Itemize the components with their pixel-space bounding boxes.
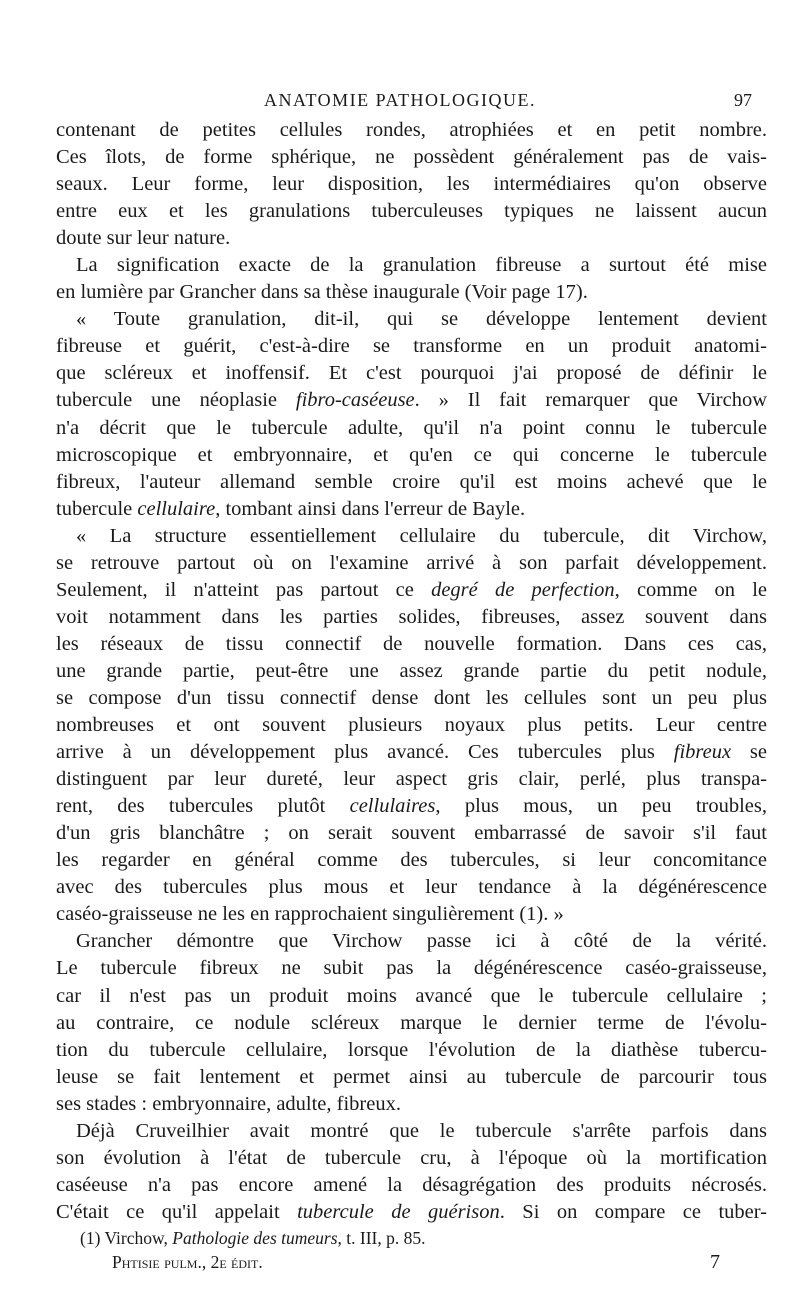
- italic-phrase: cellulaire: [137, 497, 216, 520]
- text-line: se retrouve partout où on l'examine arrivé à son parfait développement.: [56, 551, 767, 574]
- italic-phrase: degré de perfection: [431, 578, 615, 601]
- text-segment: arrive à un développement plus avancé. Ces tubercules plus: [56, 741, 674, 764]
- text-line: fibreux, l'auteur allemand semble croire qu'il est moins achevé que le: [56, 470, 767, 493]
- text-line: contenant de petites cellules rondes, atrophiées et en petit nombre.: [56, 119, 767, 141]
- text-line: [56, 1199, 767, 1226]
- text-segment: Seulement, il n'atteint pas partout ce: [56, 578, 432, 601]
- footnote-author: Virchow,: [104, 1228, 168, 1248]
- footnotes: [80, 1226, 720, 1274]
- footnote-marker: (1): [80, 1228, 101, 1248]
- text-segment: . Si on compare ce tuber-: [499, 1200, 767, 1223]
- signature-line: [80, 1250, 720, 1274]
- text-line: tion du tubercule cellulaire, lorsque l'évolution de la diathèse tubercu-: [56, 1038, 767, 1061]
- footnote-title: Pathologie des tumeurs: [172, 1228, 338, 1248]
- text-segment: rent, des tubercules plutôt: [56, 795, 350, 818]
- text-line: nombreuses et ont souvent plusieurs noyaux plus petits. Leur centre: [56, 714, 767, 737]
- text-segment: se: [731, 741, 768, 764]
- text-line: en lumière par Grancher dans sa thèse inaugurale (Voir page 17).: [56, 281, 588, 304]
- text-line: que scléreux et inoffensif. Et c'est pourquoi j'ai proposé de définir le: [56, 362, 767, 385]
- italic-phrase: fibreux: [673, 741, 732, 764]
- text-line: Ces îlots, de forme sphérique, ne possèdent généralement pas de vais-: [56, 146, 767, 169]
- text-line: leuse se fait lentement et permet ainsi au tubercule de parcourir tous: [56, 1065, 767, 1088]
- signature-number: 7: [710, 1251, 720, 1273]
- text-line: microscopique et embryonnaire, et qu'en ce qui concerne le tubercule: [56, 443, 767, 466]
- text-line: Déjà Cruveilhier avait montré que le tubercule s'arrête parfois dans: [76, 1119, 767, 1142]
- body-text: [56, 117, 767, 1226]
- text-line: [56, 387, 767, 414]
- text-line: n'a décrit que le tubercule adulte, qu'il n'a point connu le tubercule: [56, 416, 767, 439]
- footnote: [80, 1226, 720, 1250]
- text-line: d'un gris blanchâtre ; on serait souvent embarrassé de savoir s'il faut: [56, 822, 767, 845]
- text-line: Le tubercule fibreux ne subit pas la dégénérescence caséo-graisseuse,: [56, 957, 767, 980]
- text-line: caséo-graisseuse ne les en rapprochaient singulièrement (1). »: [56, 903, 564, 926]
- text-line: La signification exacte de la granulation fibreuse a surtout été mise: [76, 254, 767, 277]
- text-line: Grancher démontre que Virchow passe ici à côté de la vérité.: [76, 930, 767, 953]
- text-line: doute sur leur nature.: [56, 227, 231, 250]
- text-line: avec des tubercules plus mous et leur tendance à la dégénérescence: [56, 876, 767, 899]
- text-line: « Toute granulation, dit-il, qui se développe lentement devient: [76, 308, 767, 331]
- text-line: « La structure essentiellement cellulaire du tubercule, dit Virchow,: [76, 524, 767, 547]
- text-line: les réseaux de tissu connectif de nouvelle formation. Dans ces cas,: [56, 632, 767, 655]
- running-title: ANATOMIE PATHOLOGIQUE.: [263, 90, 536, 110]
- text-segment: , plus mous, un peu troubles,: [435, 795, 767, 818]
- text-line: car il n'est pas un produit moins avancé que le tubercule cellulaire ;: [56, 984, 767, 1007]
- text-line: au contraire, ce nodule scléreux marque le dernier terme de l'évolu-: [56, 1011, 767, 1034]
- text-segment: . » Il fait remarquer que Virchow: [414, 389, 768, 412]
- text-segment: tubercule une néoplasie: [56, 389, 296, 412]
- text-line: les regarder en général comme des tubercules, si leur concomitance: [56, 849, 767, 872]
- text-line: fibreuse et guérit, c'est-à-dire se transforme en un produit anatomi-: [56, 335, 767, 358]
- text-segment: , comme on le: [614, 578, 768, 601]
- text-line: se compose d'un tissu connectif dense dont les cellules sont un peu plus: [56, 686, 767, 709]
- footnote-rest: , t. III, p. 85.: [337, 1228, 426, 1248]
- text-line: [56, 793, 767, 820]
- italic-phrase: tubercule de guérison: [297, 1200, 500, 1223]
- text-line: voit notamment dans les parties solides, fibreuses, assez souvent dans: [56, 605, 767, 628]
- italic-phrase: fibro-caséeuse: [295, 389, 415, 412]
- text-line: caséeuse n'a pas encore amené la désagrégation des produits nécrosés.: [56, 1173, 767, 1196]
- page-number: 97: [734, 90, 752, 110]
- signature-text: Phtisie pulm., 2e édit.: [112, 1252, 263, 1272]
- text-line: distinguent par leur dureté, leur aspect gris clair, perlé, plus transpa-: [56, 768, 767, 791]
- text-line: [56, 739, 767, 766]
- text-line: son évolution à l'état de tubercule cru, à l'époque où la mortification: [56, 1146, 767, 1169]
- text-line: ses stades : embryonnaire, adulte, fibreux.: [56, 1092, 401, 1115]
- text-line: une grande partie, peut-être une assez grande partie du petit nodule,: [56, 659, 767, 682]
- text-line: seaux. Leur forme, leur disposition, les intermédiaires qu'on observe: [56, 173, 767, 196]
- italic-phrase: cellulaires: [349, 795, 436, 818]
- text-segment: , tombant ainsi dans l'erreur de Bayle.: [215, 497, 526, 520]
- running-head: [0, 88, 800, 112]
- text-segment: C'était ce qu'il appelait: [56, 1200, 298, 1223]
- text-line: entre eux et les granulations tuberculeuses typiques ne laissent aucun: [56, 200, 767, 223]
- text-line: [56, 577, 767, 604]
- text-segment: tubercule: [56, 497, 138, 520]
- text-line: [56, 496, 767, 523]
